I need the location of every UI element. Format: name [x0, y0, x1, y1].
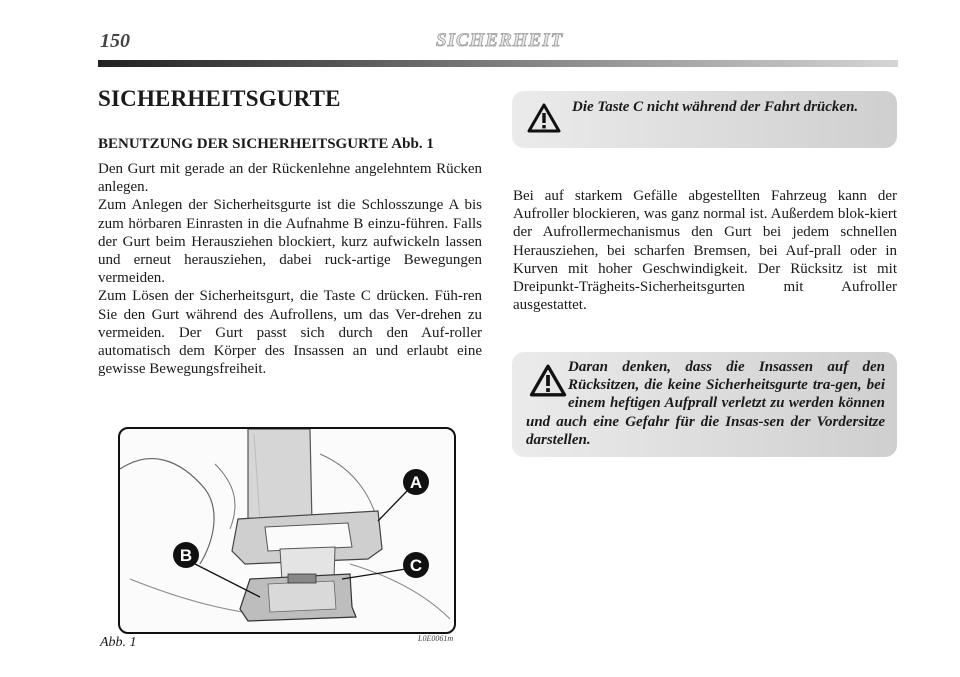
warning-text: Daran denken, dass die Insassen auf den Rücksitzen, die keine Sicherheitsgurte tra-gen, bei einem heftigen Aufprall verletzt zu werden können und auch eine Gefahr für die Insas-sen der Vordersitze darstellen.	[526, 359, 885, 448]
warning-box-2	[512, 352, 897, 457]
running-title: SICHERHEIT	[436, 30, 564, 51]
subsection-title: BENUTZUNG DER SICHERHEITSGURTE Abb. 1	[98, 136, 434, 152]
right-column-text	[513, 187, 897, 314]
figure-caption: Abb. 1	[100, 635, 137, 650]
warning-box-1	[512, 91, 897, 148]
warning-triangle-icon	[529, 364, 567, 402]
paragraph: Den Gurt mit gerade an der Rückenlehne angelehntem Rücken anlegen.	[98, 161, 482, 196]
label-b: B	[179, 546, 193, 565]
figure-code: L0E0061m	[418, 634, 454, 643]
paragraph: Zum Anlegen der Sicherheitsgurte ist die Schlosszunge A bis zum hörbaren Einrasten in die Aufnahme B einzu-führen. Falls der Gurt beim Herausziehen blockiert, kurz aufwickeln lassen und erneut herausziehen, dabei ruck-artige Bewegungen vermeiden.	[98, 197, 482, 287]
warning-text: Die Taste C nicht während der Fahrt drücken.	[572, 99, 859, 115]
paragraph: Bei auf starkem Gefälle abgestellten Fahrzeug kann der Aufroller blockieren, was ganz normal ist. Außerdem blok-kiert der Aufrollermechanismus den Gurt bei jedem schnellen Herausziehen, bei scharfen Bremsen, bei Auf-prall oder in Kurven mit hoher Geschwindigkeit. Der Rücksitz ist mit Dreipunkt-Trägheits-Sicherheitsgurten mit Aufroller ausgestattet.	[513, 188, 897, 314]
header-rule	[98, 60, 898, 67]
paragraph: Zum Lösen der Sicherheitsgurt, die Taste C drücken. Füh-ren Sie den Gurt während des Aufrollens, um das Ver-drehen zu vermeiden. Der Gurt passt sich durch den Auf-roller automatisch dem Körper des Insassen an und erlaubt eine gewisse Bewegungsfreiheit.	[98, 288, 482, 378]
warning-triangle-icon	[527, 103, 561, 138]
page-number: 150	[100, 30, 130, 52]
section-title: SICHERHEITSGURTE	[98, 86, 341, 111]
label-c: C	[409, 556, 423, 575]
figure-illustration	[118, 427, 456, 634]
body-text	[98, 160, 482, 378]
seatbelt-buckle-illustration	[120, 429, 454, 632]
left-column	[98, 86, 482, 378]
label-a: A	[409, 473, 423, 492]
